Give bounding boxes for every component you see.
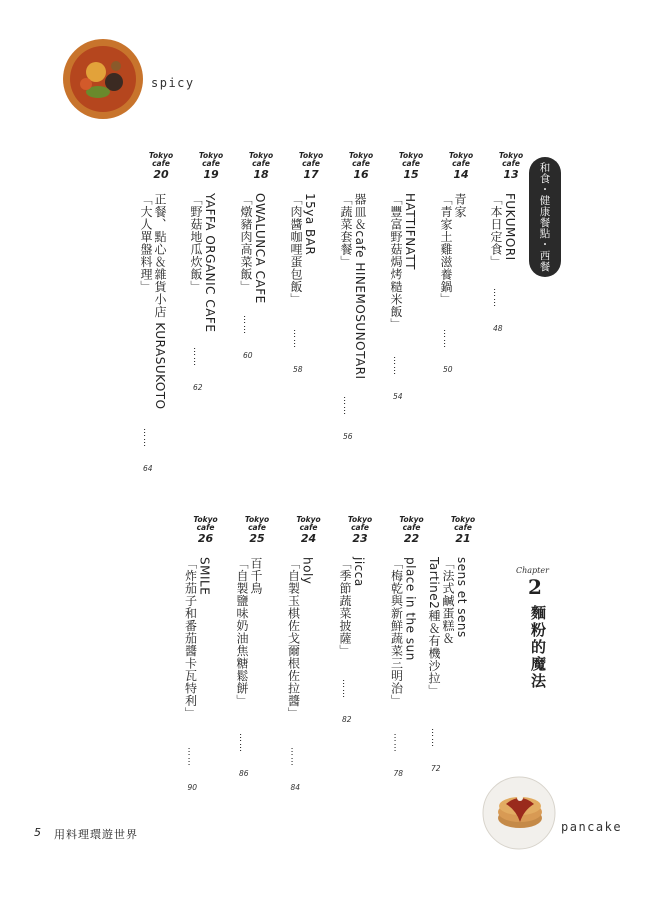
cafe-tag (243, 152, 279, 180)
cafe-number: 14 (453, 167, 469, 181)
toc-entry[interactable] (338, 557, 366, 657)
cafe-number: 23 (352, 531, 368, 545)
cafe-tag (445, 516, 481, 544)
cafe-tag-word: Tokyo (244, 515, 270, 524)
cafe-name: 正餐、點心＆雜貨小店 KURASUKOTO (153, 193, 167, 410)
toc-entry[interactable] (235, 557, 263, 707)
toc-entry[interactable] (427, 557, 469, 697)
toc-entry[interactable] (389, 193, 417, 331)
leader-dots: …… (191, 347, 201, 368)
page-number: 54 (393, 391, 403, 401)
cafe-tag-word: cafe (248, 522, 266, 532)
toc-entry[interactable] (139, 193, 167, 410)
cafe-tag-word: cafe (452, 158, 470, 168)
cafe-tag-word: Tokyo (399, 515, 424, 524)
dish-name: 「蔬菜套餐」 (339, 193, 353, 268)
dish-name: 「豐富野菇焗烤糙米飯」 (389, 193, 403, 331)
page-number: 72 (431, 763, 441, 773)
page-number: 90 (187, 782, 198, 792)
toc-entry[interactable] (390, 557, 418, 707)
cafe-number: 13 (503, 167, 519, 181)
cafe-name: OWALUNCA CAFE (253, 193, 267, 304)
cafe-tag-word: cafe (152, 158, 170, 168)
cafe-tag (343, 152, 379, 180)
page-number: 50 (443, 364, 453, 374)
cafe-number: 21 (455, 531, 471, 545)
toc-entry[interactable] (489, 193, 517, 268)
cafe-tag (342, 516, 378, 544)
footer-page-number: 5 (34, 826, 41, 839)
toc-entry[interactable] (289, 193, 317, 306)
cafe-tag-word: Tokyo (193, 515, 218, 524)
leader-dots: …… (288, 746, 299, 767)
spicy-label: spicy (151, 76, 195, 90)
cafe-tag-word: cafe (202, 158, 220, 168)
toc-entry[interactable] (339, 193, 367, 380)
cafe-tag-word: cafe (352, 158, 370, 168)
cafe-tag-word: Tokyo (347, 515, 373, 524)
cafe-tag (143, 152, 179, 180)
cafe-tag-word: Tokyo (450, 515, 476, 524)
leader-dots: …… (141, 427, 151, 448)
chapter-number: 2 (528, 575, 542, 599)
cafe-tag-word: Tokyo (198, 151, 224, 160)
cafe-tag (394, 516, 430, 544)
cafe-number: 25 (249, 531, 265, 545)
cafe-tag (193, 152, 229, 180)
cafe-tag-word: cafe (402, 158, 420, 168)
cafe-tag-word: cafe (454, 522, 472, 532)
cafe-tag (239, 516, 275, 544)
dish-name: 「野菇地瓜炊飯」 (189, 193, 203, 293)
cafe-number: 16 (353, 167, 369, 181)
page-number: 64 (143, 463, 153, 473)
cafe-name: SMILE (197, 557, 212, 596)
page-number: 56 (343, 431, 353, 441)
cafe-tag (188, 516, 224, 544)
dish-name: 「炸茄子和番茄醬卡瓦特利」 (183, 557, 198, 720)
cafe-tag-word: cafe (402, 522, 421, 532)
cafe-number: 17 (303, 167, 319, 181)
toc-entry[interactable] (184, 557, 212, 720)
cafe-tag-word: cafe (252, 158, 270, 168)
page-number: 82 (342, 715, 352, 724)
cafe-tag (443, 152, 479, 180)
leader-dots: …… (341, 395, 351, 416)
page-number: 48 (493, 324, 503, 333)
dish-name: 「自製玉棋佐戈爾根佐拉醬」 (286, 557, 301, 720)
cafe-number: 19 (203, 167, 219, 181)
dish-name: 「季節蔬菜披薩」 (338, 557, 352, 657)
leader-dots: …… (237, 733, 247, 753)
dish-name: Tartine2種＆有機沙拉」 (427, 557, 441, 697)
cafe-name: 青家 (453, 193, 467, 218)
leader-dots: …… (291, 328, 301, 349)
page-number: 58 (293, 364, 303, 374)
cafe-tag-word: cafe (302, 158, 320, 168)
page-number: 78 (393, 769, 404, 778)
dish-name: 「本日定食」 (489, 193, 503, 268)
leader-dots: …… (441, 328, 451, 349)
cafe-tag-word: cafe (299, 522, 318, 532)
footer-book-title: 用料理環遊世界 (54, 828, 138, 841)
cafe-name: 15ya BAR (303, 193, 317, 256)
cafe-name: sens et sens (455, 557, 469, 638)
cafe-tag-word: Tokyo (348, 151, 374, 160)
dish-name: 「大人單盤料理」 (139, 193, 153, 293)
cafe-tag-word: Tokyo (298, 151, 324, 160)
leader-dots: …… (241, 315, 251, 335)
cafe-number: 26 (197, 531, 214, 545)
cafe-name: place in the sun (403, 557, 418, 661)
chapter-title: 麵粉的魔法 (529, 605, 547, 690)
toc-entry[interactable] (287, 557, 315, 720)
cafe-tag-word: Tokyo (248, 151, 274, 160)
cafe-name: holy (300, 557, 315, 585)
cafe-tag-word: Tokyo (148, 151, 174, 160)
cafe-tag-word: Tokyo (448, 151, 474, 160)
cafe-tag-word: cafe (196, 522, 215, 532)
cafe-name: FUKUMORI (503, 193, 517, 261)
pancake-label: pancake (561, 820, 623, 834)
dish-name: 「法式鹹蛋糕＆ (441, 557, 455, 645)
cafe-name: HATTIFNATT (403, 193, 417, 270)
cafe-tag (393, 152, 429, 180)
page-number: 62 (193, 383, 203, 393)
toc-entry[interactable] (189, 193, 217, 332)
leader-dots: …… (340, 679, 350, 699)
page-number: 84 (290, 782, 301, 792)
cafe-name: YAFFA ORGANIC CAFE (203, 193, 217, 333)
spicy-bowl-image (58, 34, 148, 124)
page-number: 86 (239, 769, 249, 778)
cafe-tag-word: Tokyo (296, 515, 321, 524)
toc-entry[interactable] (439, 193, 467, 306)
chapter-label: Chapter (516, 566, 549, 575)
cafe-tag (493, 152, 529, 180)
cafe-tag-word: cafe (351, 522, 369, 532)
cafe-tag-word: cafe (502, 158, 520, 168)
cafe-number: 18 (253, 167, 269, 181)
dish-name: 「梅乾與新鮮蔬菜三明治」 (389, 557, 404, 707)
cafe-number: 22 (403, 531, 420, 545)
category-badge: 和食・健康餐點・西餐 (529, 157, 561, 277)
cafe-name: 器皿＆cafe HINEMOSUNOTARI (353, 193, 367, 380)
cafe-number: 24 (300, 531, 317, 545)
dish-name: 「自製鹽味奶油焦糖鬆餅」 (235, 557, 249, 707)
cafe-name: jicca (352, 557, 366, 587)
dish-name: 「青家土雞滋養鍋」 (439, 193, 453, 306)
dish-name: 「燉豬肉高菜飯」 (239, 193, 253, 293)
cafe-tag-word: Tokyo (498, 151, 524, 160)
page-number: 60 (243, 351, 253, 360)
toc-entry[interactable] (239, 193, 267, 304)
leader-dots: …… (429, 727, 439, 748)
leader-dots: …… (185, 746, 196, 767)
leader-dots: …… (391, 355, 401, 376)
pancake-image (478, 770, 560, 852)
cafe-tag (291, 516, 327, 544)
leader-dots: …… (491, 288, 501, 308)
leader-dots: …… (391, 733, 402, 753)
cafe-number: 20 (153, 167, 169, 181)
dish-name: 「肉醬咖哩蛋包飯」 (289, 193, 303, 306)
cafe-tag (293, 152, 329, 180)
cafe-number: 15 (403, 167, 419, 181)
cafe-tag-word: Tokyo (398, 151, 424, 160)
cafe-name: 百千鳥 (249, 557, 263, 595)
